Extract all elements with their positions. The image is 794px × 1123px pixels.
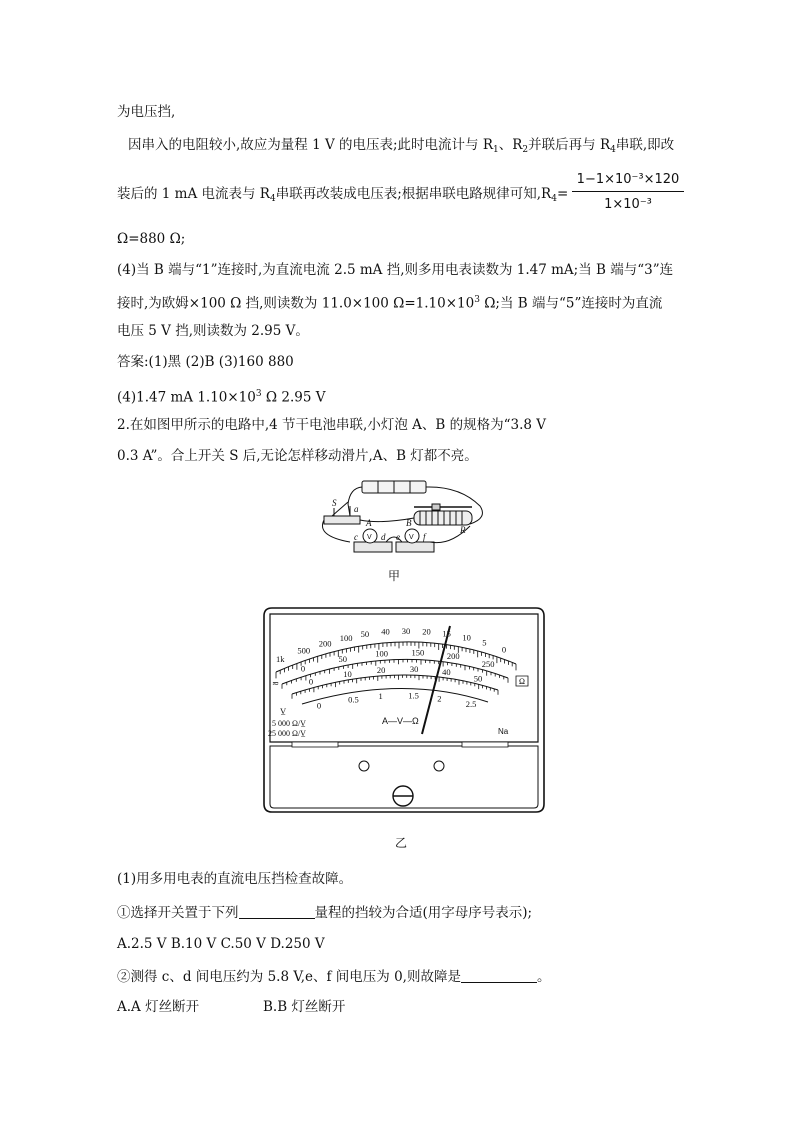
question-item-2: ②测得 c、d 间电压约为 5.8 V,e、f 间电压为 0,则故障是 。 [117,969,551,985]
text-line-2: 因串入的电阻较小,故应为量程 1 V 的电压表;此时电流计与 $R_1$、$R_2$并联后再与 $R_4$串联,即改 [128,137,675,155]
ohm-scale-label: 50 [360,629,370,640]
inner-scale-label: 2 [437,693,442,704]
label-d: d [381,532,386,542]
text-line-5: (4)当 B 端与“1”连接时,为直流电流 2.5 mA 挡,则多用电表读数为 1.47 mA;当 B 端与“3”连 [117,262,674,278]
mid-scale-label: 0 [308,676,314,687]
label-B: B [406,518,412,528]
sensitivity-2: 25 000 Ω/V̲ [268,729,306,738]
option-A: A.A 灯丝断开 [117,999,200,1015]
omega-tab: Ω [519,677,525,686]
label-e: e [396,532,400,542]
ohm-scale-label: 20 [422,626,431,637]
lamp-B-symbol: V [409,534,414,541]
figure-caption-yi: 乙 [395,836,408,850]
ohm-scale-label: 0 [501,644,507,655]
text-line-1: 为电压挡, [117,104,176,120]
text-line-3: 装后的 1 mA 电流表与 $R_4$串联再改装成电压表;根据串联电路规律可知$,R_4=$ [117,186,569,204]
multimeter-figure [262,606,546,814]
inner-scale-label: 1 [378,691,383,701]
ohm-scale-label: 40 [381,626,390,637]
circuit-figure [310,476,500,564]
answer-line-2: (4)1.47 mA $1.10\times 10^3$ Ω 2.95 V [117,389,326,406]
inner-scale-label: 1.5 [408,690,419,701]
ac-scale-label: 250 [481,658,495,669]
answer-blank-2[interactable] [461,968,537,983]
fraction-numerator: 1−1×10⁻³×120 [572,172,684,192]
ac-scale-label: 200 [446,651,460,661]
lamp-A-symbol: V [367,534,372,541]
ohm-scale-label: 100 [339,633,353,643]
ac-scale-label: 0 [300,663,306,674]
question-item-1: ①选择开关置于下列 量程的挡较为合适(用字母序号表示); [117,905,533,921]
fraction-formula [572,172,684,212]
mid-scale-label: 30 [409,664,419,675]
sensitivity-1: 5 000 Ω/V̲ [272,719,306,728]
text-line-4: Ω=880 Ω; [117,231,186,247]
dc-symbol: V̲ [280,706,287,716]
inner-scale-label: 2.5 [465,699,477,709]
ohm-scale-label: 1k [276,653,285,664]
fraction-denominator: 1×10⁻³ [604,197,652,212]
inner-scale-label: 0 [316,700,322,711]
figure-caption-jia: 甲 [388,569,401,583]
ac-scale-label: 50 [338,653,347,664]
label-a: a [354,504,359,514]
ac-scale-label: 150 [411,647,425,658]
ohm-scale-label: 15 [442,628,451,639]
label-R: R [460,525,466,535]
answer-blank-1[interactable] [239,904,315,919]
answer-line-1: 答案:(1)黑 (2)B (3)160 880 [117,354,294,370]
ohm-scale-label: 10 [462,632,471,643]
ac-symbol: ≂ [272,678,280,688]
center-label: A—V—Ω [382,716,419,726]
mid-scale-label: 20 [376,664,386,675]
label-A: A [366,518,372,528]
question-2-line-2: 0.3 A”。合上开关 S 后,无论怎样移动滑片,A、B 灯都不亮。 [117,448,478,464]
question-2-line-1: 2.在如图甲所示的电路中,4 节干电池串联,小灯泡 A、B 的规格为“3.8 V [117,417,547,433]
inner-scale-label: 0.5 [348,694,359,705]
mid-scale-label: 50 [473,673,483,684]
question-part-1: (1)用多用电表的直流电压挡检查故障。 [117,871,353,887]
ohm-scale-label: 5 [482,637,487,648]
label-S: S [332,498,337,508]
label-f: f [423,532,426,542]
ohm-scale-label: 200 [318,638,332,649]
text-line-6: 接时,为欧姆×100 Ω 挡,则读数为 11.0×100 $\Omega=1.10\times 10^3$ Ω;当 B 端与“5”连接时为直流 [117,295,663,312]
option-B: B.B 灯丝断开 [263,999,346,1015]
mid-scale-label: 40 [442,667,451,677]
label-c: c [354,532,358,542]
ohm-scale-label: 30 [401,625,411,636]
mid-scale-label: 10 [343,668,352,679]
text-line-7: 电压 5 V 挡,则读数为 2.95 V。 [117,323,309,339]
ac-scale-label: 100 [375,648,389,659]
na-label: Na [498,727,509,736]
ohm-scale-label: 500 [297,645,311,656]
options-line-1: A.2.5 V B.10 V C.50 V D.250 V [117,936,325,952]
